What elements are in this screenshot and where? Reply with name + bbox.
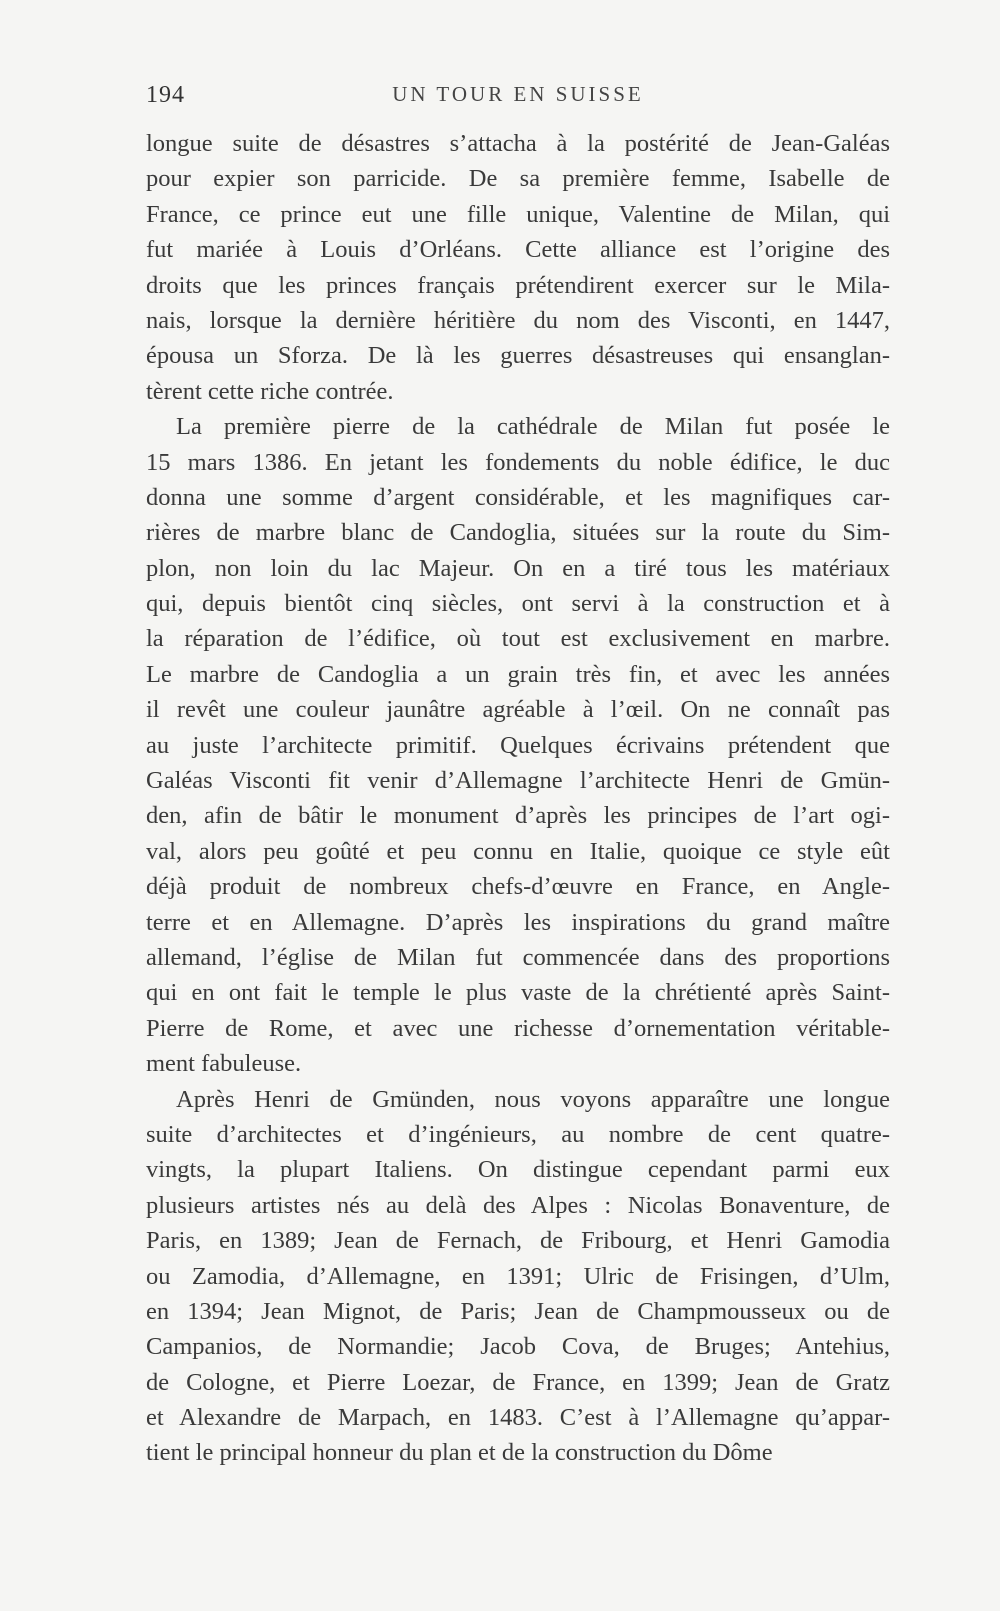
text-line: droits que les princes français prétendirent exercer sur le Mila-	[146, 271, 890, 299]
text-line: nais, lorsque la dernière héritière du nom des Visconti, en 1447,	[146, 306, 890, 334]
text-line: tient le principal honneur du plan et de la construction du Dôme	[146, 1439, 773, 1467]
text-line: 15 mars 1386. En jetant les fondements du noble édifice, le duc	[146, 448, 890, 476]
text-line: il revêt une couleur jaunâtre agréable à l’œil. On ne connaît pas	[146, 696, 890, 724]
text-line: qui, depuis bientôt cinq siècles, ont servi à la construction et à	[146, 590, 890, 618]
text-line: val, alors peu goûté et peu connu en Italie, quoique ce style eût	[146, 837, 890, 865]
text-line: longue suite de désastres s’attacha à la postérité de Jean-Galéas	[146, 130, 890, 157]
text-line: France, ce prince eut une fille unique, Valentine de Milan, qui	[146, 200, 890, 228]
text-line: ment fabuleuse.	[146, 1050, 302, 1078]
running-head	[146, 82, 890, 112]
text-line: Pierre de Rome, et avec une richesse d’ornementation véritable-	[146, 1014, 890, 1042]
text-line: fut mariée à Louis d’Orléans. Cette alliance est l’origine des	[146, 236, 890, 264]
text-line: au juste l’architecte primitif. Quelques écrivains prétendent que	[146, 731, 890, 759]
text-line: Après Henri de Gmünden, nous voyons apparaître une longue	[176, 1085, 890, 1113]
text-line: Paris, en 1389; Jean de Fernach, de Fribourg, et Henri Gamodia	[146, 1227, 890, 1255]
text-line: Campanios, de Normandie; Jacob Cova, de Bruges; Antehius,	[146, 1333, 890, 1361]
text-line: et Alexandre de Marpach, en 1483. C’est à l’Allemagne qu’appar-	[146, 1404, 890, 1432]
text-line: suite d’architectes et d’ingénieurs, au nombre de cent quatre-	[146, 1120, 890, 1148]
text-line: de Cologne, et Pierre Loezar, de France, en 1399; Jean de Gratz	[146, 1368, 890, 1396]
text-line: en 1394; Jean Mignot, de Paris; Jean de Champmousseux ou de	[146, 1297, 890, 1325]
text-line: donna une somme d’argent considérable, et les magnifiques car-	[146, 483, 890, 511]
text-line: den, afin de bâtir le monument d’après les principes de l’art ogi-	[146, 802, 890, 830]
text-line: qui en ont fait le temple le plus vaste de la chrétienté après Saint-	[146, 979, 890, 1007]
text-line: Galéas Visconti fit venir d’Allemagne l’architecte Henri de Gmün-	[146, 767, 890, 795]
text-line: plusieurs artistes nés au delà des Alpes : Nicolas Bonaventure, de	[146, 1191, 890, 1219]
text-line: déjà produit de nombreux chefs-d’œuvre en France, en Angle-	[146, 873, 890, 901]
text-line: plon, non loin du lac Majeur. On en a tiré tous les matériaux	[146, 554, 890, 582]
running-title: UN TOUR EN SUISSE	[392, 82, 644, 106]
text-line: allemand, l’église de Milan fut commencée dans des proportions	[146, 943, 890, 971]
text-line: Le marbre de Candoglia a un grain très fin, et avec les années	[146, 660, 890, 688]
text-line: tèrent cette riche contrée.	[146, 377, 394, 405]
page-number: 194	[146, 82, 185, 108]
text-line: rières de marbre blanc de Candoglia, situées sur la route du Sim-	[146, 519, 890, 547]
text-line: vingts, la plupart Italiens. On distingue cependant parmi eux	[146, 1156, 890, 1184]
text-line: épousa un Sforza. De là les guerres désastreuses qui ensanglan-	[146, 342, 890, 370]
text-line: la réparation de l’édifice, où tout est exclusivement en marbre.	[146, 625, 890, 653]
text-line: La première pierre de la cathédrale de Milan fut posée le	[176, 413, 890, 441]
text-line: ou Zamodia, d’Allemagne, en 1391; Ulric de Frisingen, d’Ulm,	[146, 1262, 890, 1290]
text-line: terre et en Allemagne. D’après les inspirations du grand maître	[146, 908, 890, 936]
text-line: pour expier son parricide. De sa première femme, Isabelle de	[146, 165, 890, 193]
body-text	[146, 126, 890, 1471]
